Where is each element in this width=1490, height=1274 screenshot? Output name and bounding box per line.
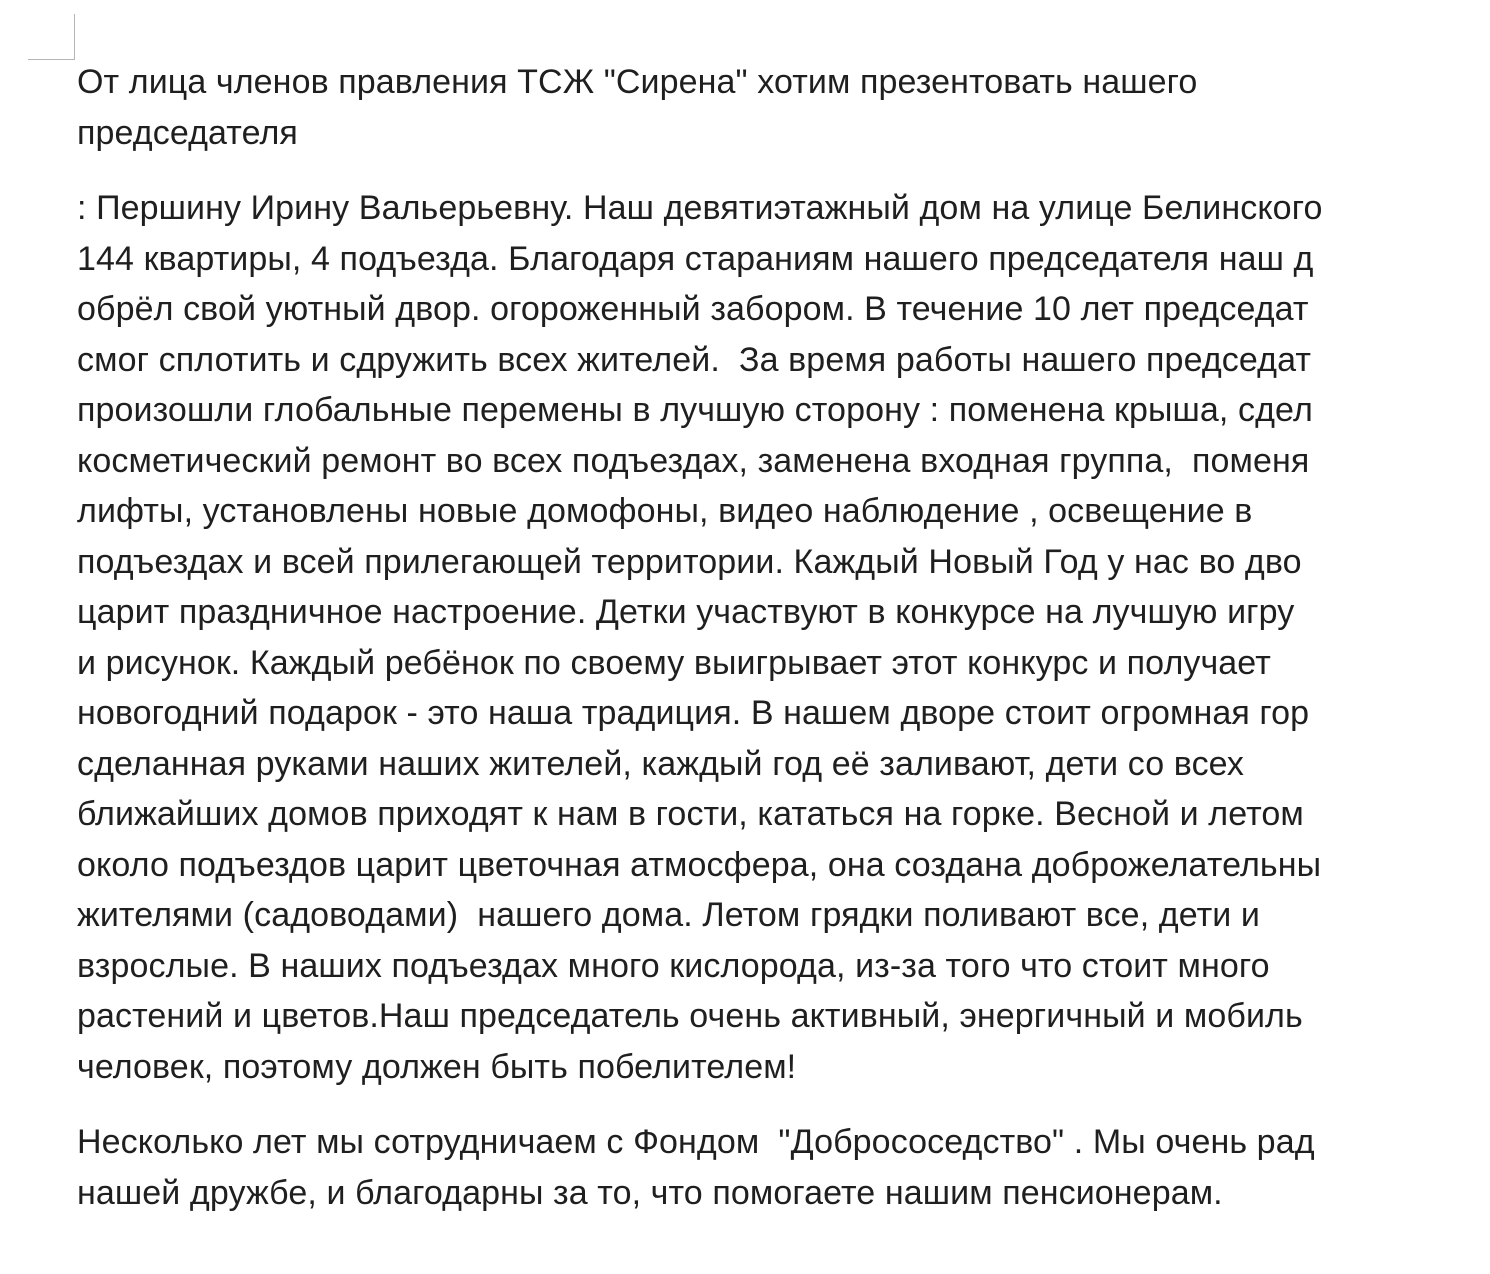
text-line: нашей дружбе, и благодарны за то, что помогаете нашим пенсионерам.	[77, 1173, 1223, 1212]
text-line: человек, поэтому должен быть побелителем!	[77, 1047, 797, 1086]
text-line: председателя	[77, 113, 298, 152]
text-line: жителями (садоводами) нашего дома. Летом грядки поливают все, дети и	[77, 896, 1261, 934]
text-line: и рисунок. Каждый ребёнок по своему выигрывает этот конкурс и получает	[77, 643, 1271, 682]
text-line: От лица членов правления ТСЖ "Сирена" хотим презентовать нашего	[77, 63, 1198, 101]
text-line: новогодний подарок - это наша традиция. В нашем дворе стоит огромная гор	[77, 694, 1310, 732]
text-line: : Першину Ирину Вальерьевну. Наш девятиэтажный дом на улице Белинского	[77, 189, 1323, 227]
text-line: косметический ремонт во всех подъездах, заменена входная группа, поменя	[77, 441, 1310, 480]
text-line: ближайших домов приходят к нам в гости, кататься на горке. Весной и летом	[77, 795, 1304, 833]
text-line: растений и цветов.Наш председатель очень активный, энергичный и мобиль	[77, 997, 1303, 1035]
text-line: 144 квартиры, 4 подъезда. Благодаря стараниям нашего председателя наш д	[77, 239, 1314, 278]
paragraph-main	[77, 183, 1444, 1092]
text-line: Несколько лет мы сотрудничаем с Фондом "Добрососедство" . Мы очень рад	[77, 1123, 1315, 1161]
document-body[interactable]	[77, 57, 1444, 1218]
text-line: обрёл свой уютный двор. огороженный забором. В течение 10 лет председат	[77, 290, 1309, 328]
text-line: произошли глобальные перемены в лучшую сторону : поменена крыша, сдел	[77, 391, 1313, 429]
text-line: подъездах и всей прилегающей территории. Каждый Новый Год у нас во дво	[77, 542, 1302, 581]
text-line: сделанная руками наших жителей, каждый год её заливают, дети со всех	[77, 744, 1245, 783]
text-line: лифты, установлены новые домофоны, видео наблюдение , освещение в	[77, 492, 1253, 530]
paragraph-intro	[77, 57, 1444, 158]
paragraph-closing	[77, 1117, 1444, 1218]
text-line: взрослые. В наших подъездах много кислорода, из-за того что стоит много	[77, 946, 1270, 985]
text-line: около подъездов царит цветочная атмосфера, она создана доброжелательны	[77, 845, 1322, 884]
page-corner-marker	[28, 14, 75, 60]
text-line: смог сплотить и сдружить всех жителей. За время работы нашего председат	[77, 340, 1312, 379]
text-line: царит праздничное настроение. Детки участвуют в конкурсе на лучшую игру	[77, 593, 1295, 631]
